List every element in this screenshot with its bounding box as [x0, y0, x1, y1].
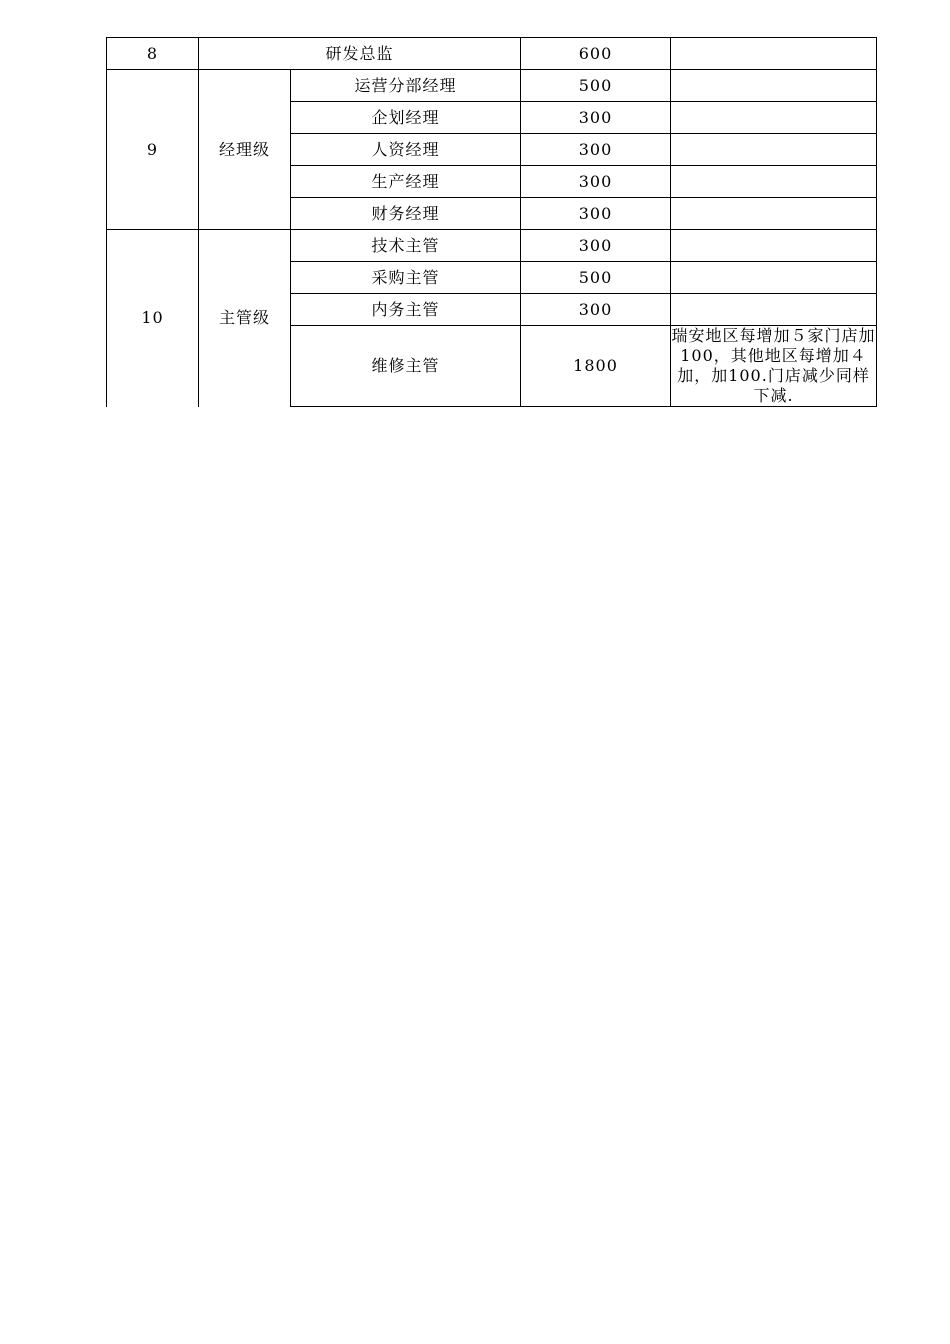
note-cell	[671, 38, 877, 70]
position-title: 研发总监	[199, 38, 521, 70]
amount-cell: 500	[521, 70, 671, 102]
row-number: 10	[107, 230, 199, 407]
note-cell	[671, 294, 877, 326]
amount-cell: 300	[521, 166, 671, 198]
amount-cell: 300	[521, 134, 671, 166]
position-title: 企划经理	[291, 102, 521, 134]
amount-cell: 300	[521, 102, 671, 134]
row-number: 8	[107, 38, 199, 70]
note-cell	[671, 102, 877, 134]
position-title: 人资经理	[291, 134, 521, 166]
note-cell	[671, 198, 877, 230]
note-cell	[671, 230, 877, 262]
position-title: 内务主管	[291, 294, 521, 326]
row-number: 9	[107, 70, 199, 230]
amount-cell: 300	[521, 230, 671, 262]
position-title: 技术主管	[291, 230, 521, 262]
position-title: 采购主管	[291, 262, 521, 294]
note-cell	[671, 262, 877, 294]
amount-cell: 600	[521, 38, 671, 70]
note-cell: 瑞安地区每增加５家门店加100，其他地区每增加４加，加100.门店减少同样下减.	[671, 326, 876, 405]
amount-cell: 300	[521, 198, 671, 230]
note-cell	[671, 70, 877, 102]
amount-cell: 500	[521, 262, 671, 294]
amount-cell: 1800	[521, 326, 671, 407]
position-title: 维修主管	[291, 326, 521, 407]
position-title: 财务经理	[291, 198, 521, 230]
table-row	[107, 70, 877, 102]
amount-cell: 300	[521, 294, 671, 326]
position-title: 运营分部经理	[291, 70, 521, 102]
level-label: 主管级	[199, 230, 291, 407]
level-label: 经理级	[199, 70, 291, 230]
table-row	[107, 230, 877, 262]
note-cell	[671, 134, 877, 166]
note-cell	[671, 166, 877, 198]
allowance-table	[106, 37, 877, 407]
table-row	[107, 38, 877, 70]
position-title: 生产经理	[291, 166, 521, 198]
